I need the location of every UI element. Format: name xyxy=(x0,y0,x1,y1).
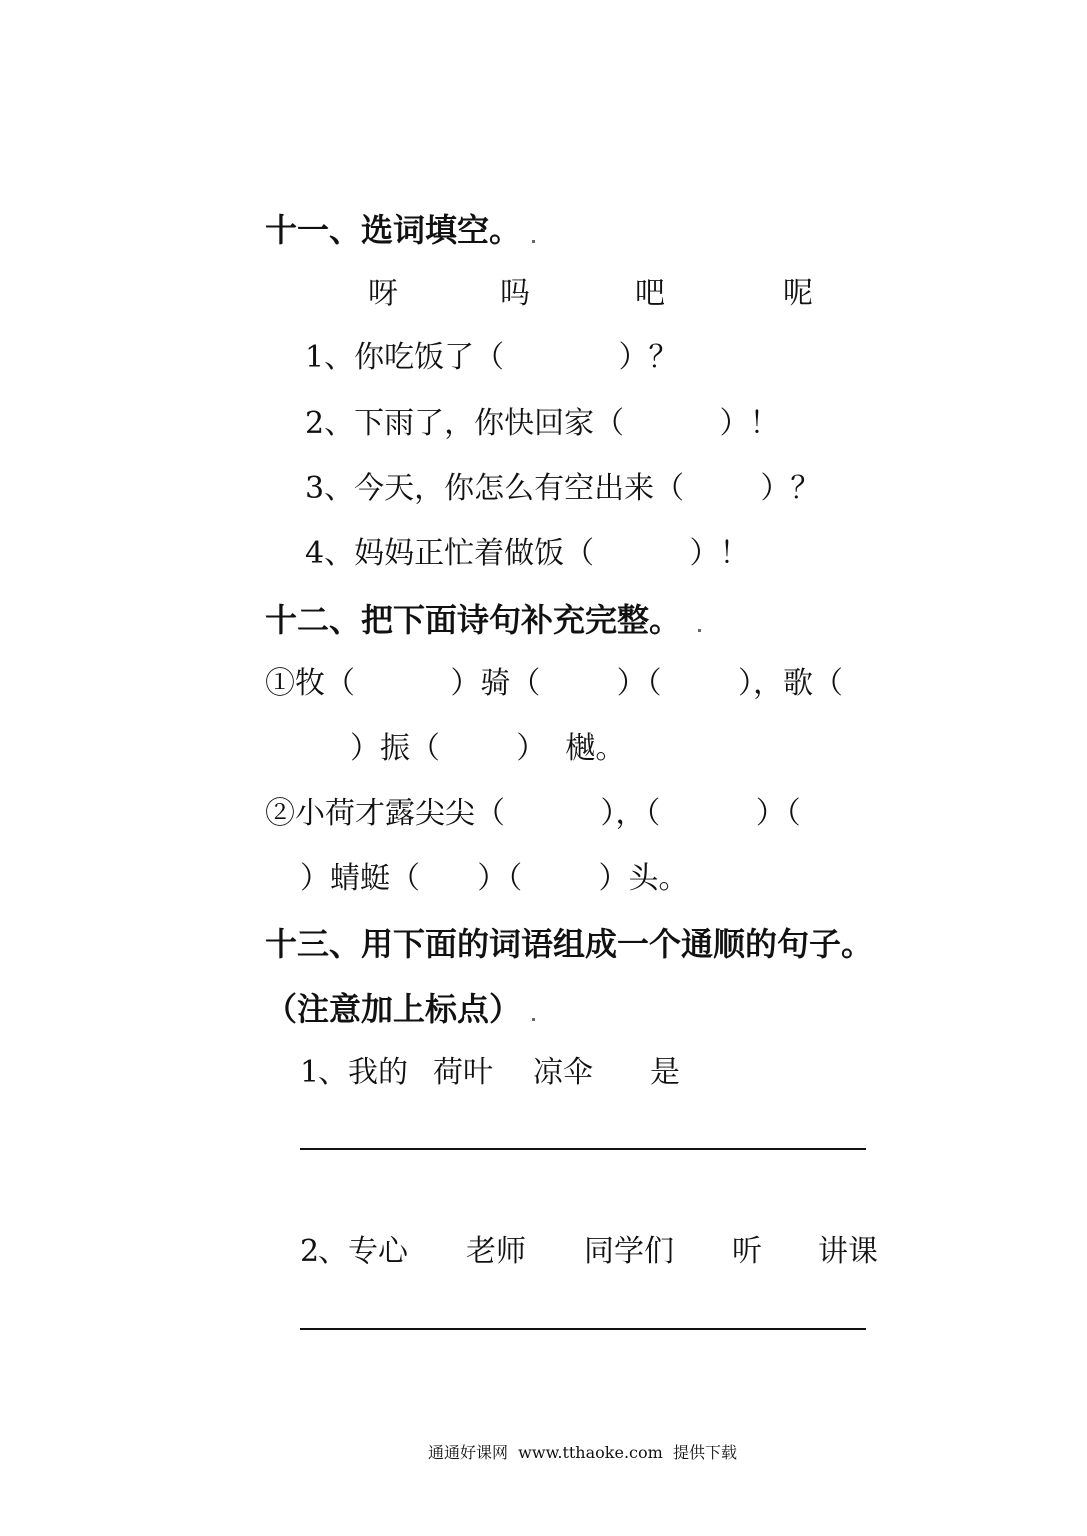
question-number: 1 xyxy=(305,340,325,375)
question-number: 2 xyxy=(305,406,325,441)
question-11-2 xyxy=(305,406,780,441)
question-13-2-word: 听 xyxy=(732,1234,762,1269)
answer-line-1 xyxy=(300,1148,866,1150)
question-text: 、今天，你怎么有空出来（ ）？ xyxy=(324,471,821,506)
word-choice-ya: 呀 xyxy=(368,276,398,311)
question-11-1 xyxy=(305,340,679,375)
stray-mark xyxy=(532,240,535,243)
word-choice-ba: 吧 xyxy=(635,276,665,311)
question-text: 、下雨了，你快回家（ ）！ xyxy=(324,406,780,441)
question-text: 、你吃饭了（ ）？ xyxy=(324,340,679,375)
poem-2-line-2: ）蜻蜓（ ）（ ）头。 xyxy=(300,861,689,896)
section-11-title: 十一、选词填空。 xyxy=(265,211,522,249)
question-13-1-word: 、我的 xyxy=(318,1055,408,1090)
question-number: 3 xyxy=(305,471,325,506)
question-13-1-word: 凉伞 xyxy=(533,1055,593,1090)
question-13-1-word: 荷叶 xyxy=(433,1055,493,1090)
poem-1-line-2: ）振（ ） 樾。 xyxy=(350,731,626,766)
question-13-2-word: 同学们 xyxy=(584,1234,674,1269)
question-11-4 xyxy=(305,536,750,571)
footer-credit: 通通好课网 www.tthaoke.com 提供下载 xyxy=(428,1443,737,1462)
poem-2-line-1: ②小荷才露尖尖（ ），（ ）（ xyxy=(265,796,801,831)
question-text: 、妈妈正忙着做饭（ ）！ xyxy=(324,536,750,571)
word-choice-ma: 吗 xyxy=(500,276,530,311)
answer-line-2 xyxy=(300,1328,866,1330)
word-choice-ne: 呢 xyxy=(783,276,813,311)
stray-mark xyxy=(698,629,701,632)
question-13-2-word: 老师 xyxy=(466,1234,526,1269)
question-13-2-word: 、专心 xyxy=(318,1234,408,1269)
section-12-title: 十二、把下面诗句补充完整。 xyxy=(265,601,682,639)
question-13-1-number: 1 xyxy=(300,1055,320,1090)
question-11-3 xyxy=(305,471,821,506)
question-number: 4 xyxy=(305,536,325,571)
stray-mark xyxy=(532,1018,535,1021)
poem-1-line-1: ①牧（ ）骑（ ）（ ），歌（ xyxy=(265,666,843,701)
question-13-2-number: 2 xyxy=(300,1234,320,1269)
section-13-title: 十三、用下面的词语组成一个通顺的句子。 xyxy=(265,925,874,963)
question-13-1-word: 是 xyxy=(650,1055,680,1090)
section-13-subtitle: （注意加上标点） xyxy=(265,990,522,1028)
question-13-2-word: 讲课 xyxy=(818,1234,878,1269)
